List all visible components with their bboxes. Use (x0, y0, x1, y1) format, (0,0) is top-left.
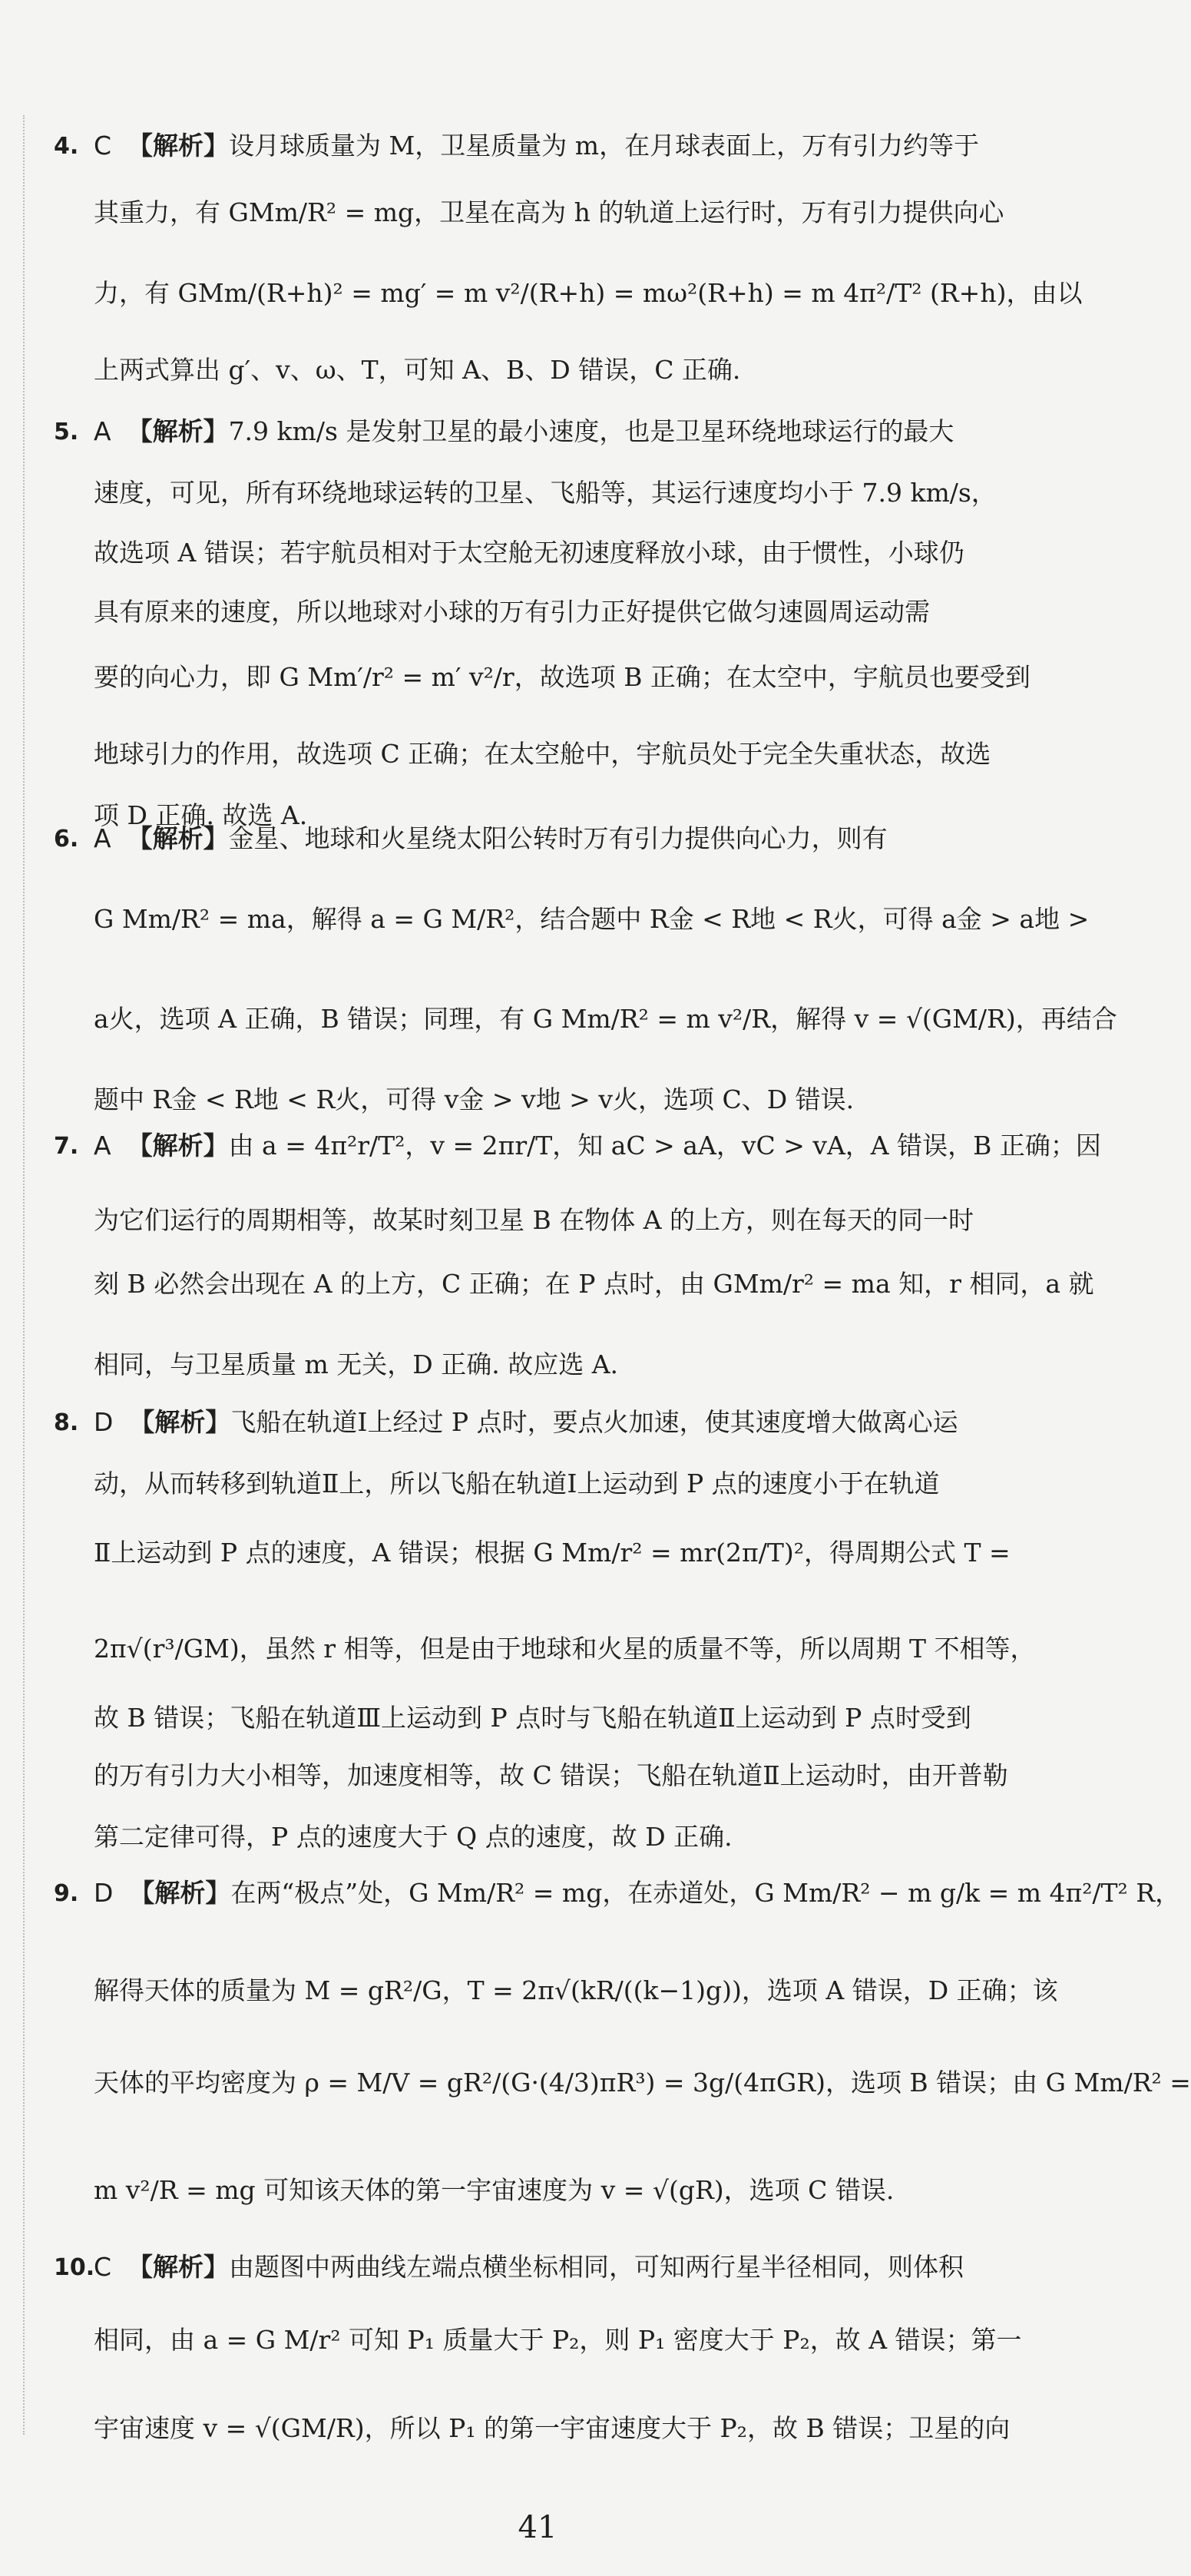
margin-rule (23, 115, 25, 2435)
item-answer: A (94, 416, 111, 446)
explanation-line (94, 131, 980, 161)
explanation-line: 动，从而转移到轨道Ⅱ上，所以飞船在轨道Ⅰ上运动到 P 点的速度小于在轨道 (94, 1468, 940, 1498)
analysis-tag: 【解析】 (127, 131, 230, 161)
line-text: 金星、地球和火星绕太阳公转时万有引力提供向心力，则有 (228, 823, 888, 853)
item-number: 8. (54, 1409, 79, 1436)
item-number: 5. (54, 419, 79, 445)
explanation-line: 宇宙速度 v = √(GM/R)，所以 P₁ 的第一宇宙速度大于 P₂，故 B 错误；卫星的向 (94, 2413, 1011, 2443)
line-text: 设月球质量为 M，卫星质量为 m，在月球表面上，万有引力约等于 (229, 131, 980, 161)
item-answer: A (94, 823, 111, 853)
explanation-line: 其重力，有 GMm/R² = mg，卫星在高为 h 的轨道上运行时，万有引力提供向心 (94, 197, 1004, 227)
item-number: 7. (54, 1133, 79, 1160)
explanation-line: 项 D 正确. 故选 A. (94, 800, 308, 830)
explanation-line: Ⅱ上运动到 P 点的速度，A 错误；根据 G Mm/r² = mr(2π/T)²，得周期公式 T = (94, 1538, 1011, 1568)
analysis-tag: 【解析】 (129, 1878, 231, 1908)
line-text: 在两“极点”处，G Mm/R² = mg，在赤道处，G Mm/R² − m g/k = m 4π²/T² R， (230, 1878, 1181, 1908)
page-number: 41 (518, 2510, 557, 2545)
explanation-line: 第二定律可得，P 点的速度大于 Q 点的速度，故 D 正确. (94, 1822, 733, 1852)
explanation-line: 上两式算出 g′、v、ω、T，可知 A、B、D 错误，C 正确. (94, 355, 741, 385)
item-number: 6. (54, 826, 79, 853)
item-answer: C (94, 131, 112, 161)
explanation-line (94, 1131, 1101, 1161)
explanation-line: 题中 R金 < R地 < R火，可得 v金 > v地 > v火，选项 C、D 错误. (94, 1084, 855, 1114)
line-text: 7.9 km/s 是发射卫星的最小速度，也是卫星环绕地球运行的最大 (228, 416, 954, 446)
explanation-line: a火，选项 A 正确，B 错误；同理，有 G Mm/R² = m v²/R，解得 v = √(GM/R)，再结合 (94, 1004, 1117, 1034)
explanation-line: 刻 B 必然会出现在 A 的上方，C 正确；在 P 点时，由 GMm/r² = ma 知，r 相同，a 就 (94, 1269, 1094, 1299)
explanation-line: 具有原来的速度，所以地球对小球的万有引力正好提供它做匀速圆周运动需 (94, 597, 930, 627)
item-answer: D (94, 1407, 114, 1437)
explanation-line (94, 823, 888, 853)
item-number: 10. (54, 2254, 95, 2281)
analysis-tag: 【解析】 (127, 416, 229, 446)
item-number: 9. (54, 1880, 79, 1907)
explanation-line: 天体的平均密度为 ρ = M/V = gR²/(G·(4/3)πR³) = 3g/(4πGR)，选项 B 错误；由 G Mm/R² = (94, 2068, 1191, 2098)
explanation-line: G Mm/R² = ma，解得 a = G M/R²，结合题中 R金 < R地 < R火，可得 a金 > a地 > (94, 904, 1090, 934)
explanation-line (94, 1880, 1180, 1906)
explanation-line: 的万有引力大小相等，加速度相等，故 C 错误；飞船在轨道Ⅱ上运动时，由开普勒 (94, 1760, 1008, 1790)
explanation-line: 2π√(r³/GM)，虽然 r 相等，但是由于地球和火星的质量不等，所以周期 T 不相等， (94, 1634, 1036, 1664)
item-answer: A (94, 1131, 111, 1161)
item-answer: D (94, 1878, 114, 1908)
explanation-line: 故 B 错误；飞船在轨道Ⅲ上运动到 P 点时与飞船在轨道Ⅱ上运动到 P 点时受到 (94, 1703, 971, 1733)
line-text: 由 a = 4π²r/T²，v = 2πr/T，知 aC > aA，vC > vA，A 错误，B 正确；因 (228, 1131, 1101, 1161)
item-number: 4. (54, 133, 79, 160)
explanation-line: 为它们运行的周期相等，故某时刻卫星 B 在物体 A 的上方，则在每天的同一时 (94, 1205, 974, 1235)
analysis-tag: 【解析】 (127, 2252, 230, 2282)
line-text: 飞船在轨道Ⅰ上经过 P 点时，要点火加速，使其速度增大做离心运 (230, 1407, 958, 1437)
explanation-line: 相同，由 a = G M/r² 可知 P₁ 质量大于 P₂，则 P₁ 密度大于 P₂，故 A 错误；第一 (94, 2325, 1022, 2355)
explanation-line: 地球引力的作用，故选项 C 正确；在太空舱中，宇航员处于完全失重状态，故选 (94, 739, 991, 769)
analysis-tag: 【解析】 (127, 823, 229, 853)
explanation-line: 解得天体的质量为 M = gR²/G，T = 2π√(kR/((k−1)g))，选项 A 错误，D 正确；该 (94, 1975, 1058, 2005)
explanation-line (94, 1409, 958, 1435)
explanation-line (94, 416, 954, 446)
explanation-line: 速度，可见，所有环绕地球运转的卫星、飞船等，其运行速度均小于 7.9 km/s， (94, 478, 997, 508)
explanation-line (94, 2254, 964, 2280)
explanation-line: m v²/R = mg 可知该天体的第一宇宙速度为 v = √(gR)，选项 C 错误. (94, 2175, 895, 2205)
explanation-line: 故选项 A 错误；若宇航员相对于太空舱无初速度释放小球，由于惯性，小球仍 (94, 538, 964, 568)
item-answer: C (94, 2252, 112, 2282)
explanation-line: 相同，与卫星质量 m 无关，D 正确. 故应选 A. (94, 1349, 619, 1379)
line-text: 由题图中两曲线左端点横坐标相同，可知两行星半径相同，则体积 (229, 2252, 964, 2282)
analysis-tag: 【解析】 (129, 1407, 231, 1437)
explanation-line: 力，有 GMm/(R+h)² = mg′ = m v²/(R+h) = mω²(R+h) = m 4π²/T² (R+h)，由以 (94, 278, 1083, 308)
analysis-tag: 【解析】 (127, 1131, 229, 1161)
explanation-line: 要的向心力，即 G Mm′/r² = m′ v²/r，故选项 B 正确；在太空中，宇航员也要受到 (94, 662, 1031, 692)
